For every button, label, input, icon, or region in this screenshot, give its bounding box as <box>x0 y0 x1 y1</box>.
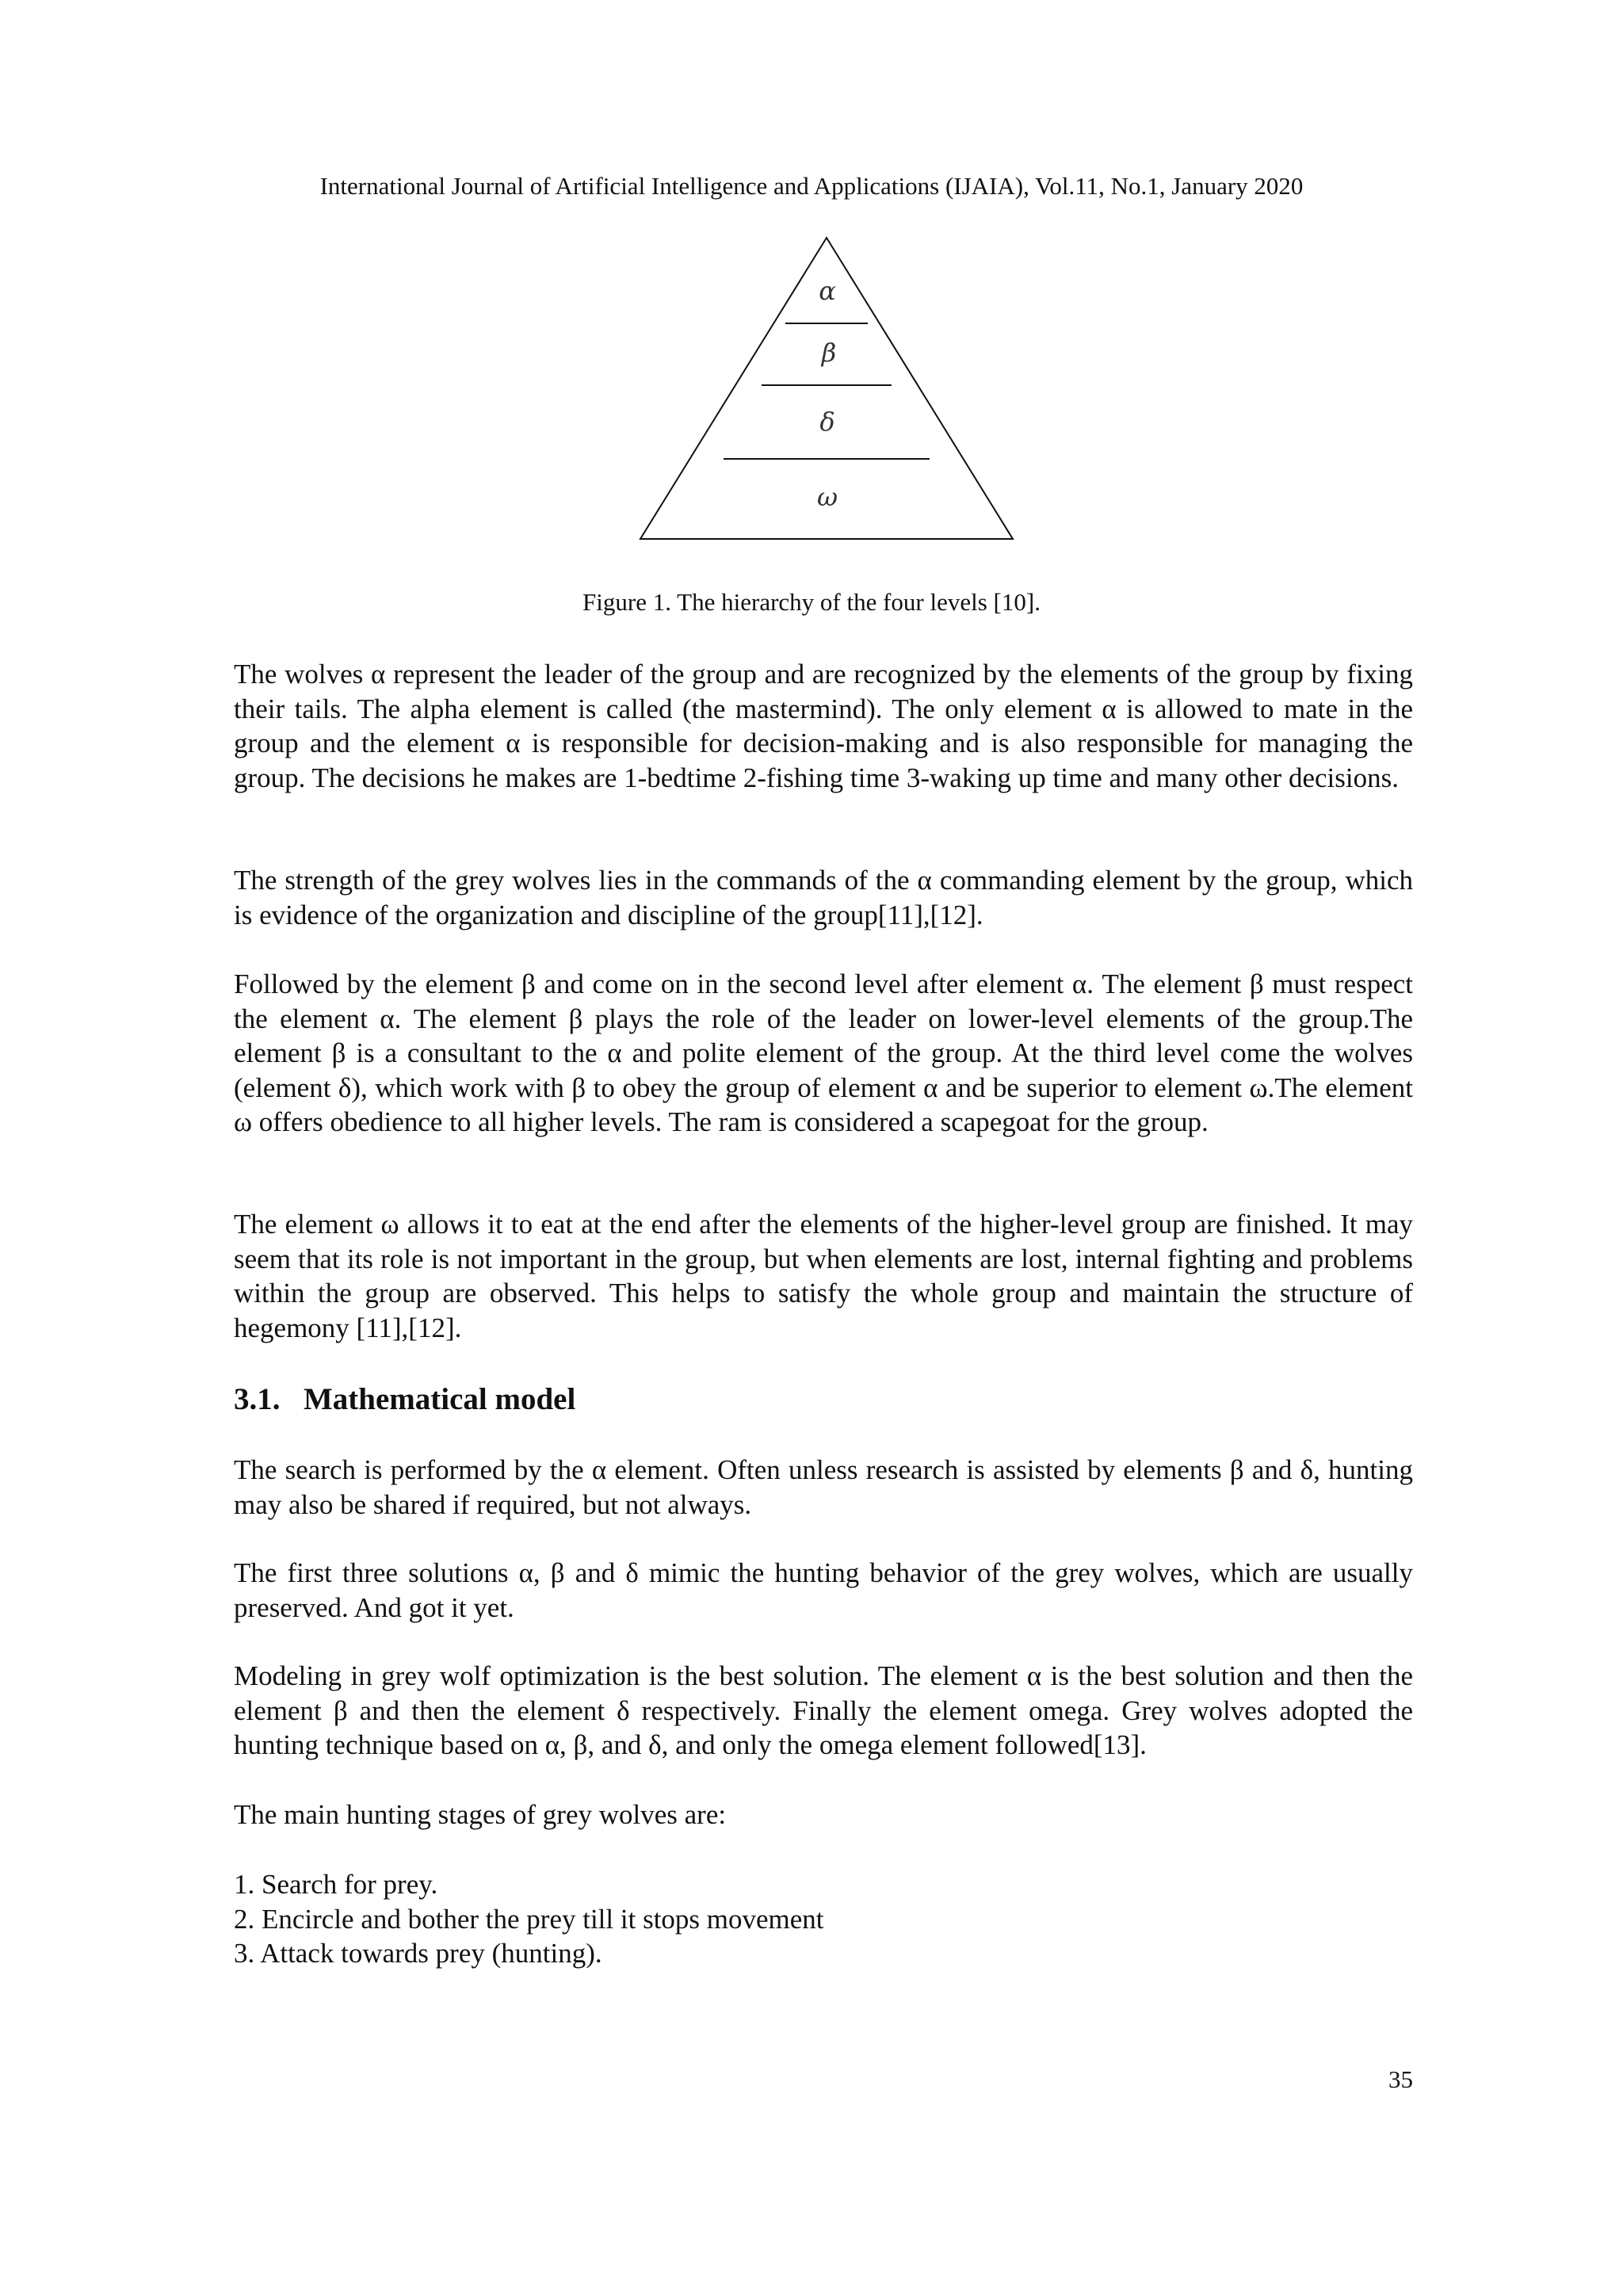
paragraph-first-three: The first three solutions α, β and δ mimic the hunting behavior of the grey wolves, which are usually preserved. And got it yet. <box>234 1557 1413 1623</box>
level-beta: β <box>821 338 837 368</box>
level-omega: ω <box>816 482 838 512</box>
level-alpha: α <box>819 276 836 306</box>
paragraph-alpha-leader: The wolves α represent the leader of the group and are recognized by the elements of the group by fixing their tails. The alpha element is called (the mastermind). The only element α is allowed to mate in the group and the element α is responsible for decision-making and is also responsible for managing the group. The decisions he makes are 1-bedtime 2-fishing time 3-waking up time and many other decisions. <box>234 659 1413 793</box>
list-item: 2. Encircle and bother the prey till it stops movement <box>234 1903 824 1935</box>
list-item: 3. Attack towards prey (hunting). <box>234 1938 602 1969</box>
section-heading <box>234 1380 575 1419</box>
paragraph-beta-delta: Followed by the element β and come on in the second level after element α. The element β must respect the element α. The element β plays the role of the leader on lower-level elements of the group.The element β is a consultant to the α and polite element of the group. At the third level come the wolves (element δ), which work with β to obey the group of element α and be superior to element ω.The element ω offers obedience to all higher levels. The ram is considered a scapegoat for the group. <box>234 968 1413 1137</box>
page-number: 35 <box>1388 2065 1413 2093</box>
hunting-stages-list <box>234 1867 1413 1971</box>
figure-caption: Figure 1. The hierarchy of the four levels [10]. <box>582 588 1041 616</box>
paragraph-search: The search is performed by the α element. Often unless research is assisted by elements β and δ, hunting may also be shared if required, but not always. <box>234 1454 1413 1520</box>
hierarchy-pyramid-figure <box>639 236 1014 545</box>
paragraph-modeling: Modeling in grey wolf optimization is the best solution. The element α is the best solution and then the element β and then the element δ respectively. Finally the element omega. Grey wolves adopted the hunting technique based on α, β, and δ, and only the omega element followed[13]. <box>234 1660 1413 1760</box>
running-header: International Journal of Artificial Intelligence and Applications (IJAIA), Vol.11, No.1, January 2020 <box>319 172 1304 200</box>
section-title: Mathematical model <box>304 1382 576 1416</box>
level-delta: δ <box>819 407 835 437</box>
paragraph-strength: The strength of the grey wolves lies in the commands of the α commanding element by the group, which is evidence of the organization and discipline of the group[11],[12]. <box>234 865 1413 930</box>
section-number: 3.1. <box>234 1382 281 1416</box>
list-item: 1. Search for prey. <box>234 1869 438 1900</box>
paragraph-stages-intro: The main hunting stages of grey wolves are: <box>234 1799 727 1830</box>
paragraph-omega: The element ω allows it to eat at the end after the elements of the higher-level group are finished. It may seem that its role is not important in the group, but when elements are lost, internal fighting and problems within the group are observed. This helps to satisfy the whole group and maintain the structure of hegemony [11],[12]. <box>234 1209 1413 1343</box>
